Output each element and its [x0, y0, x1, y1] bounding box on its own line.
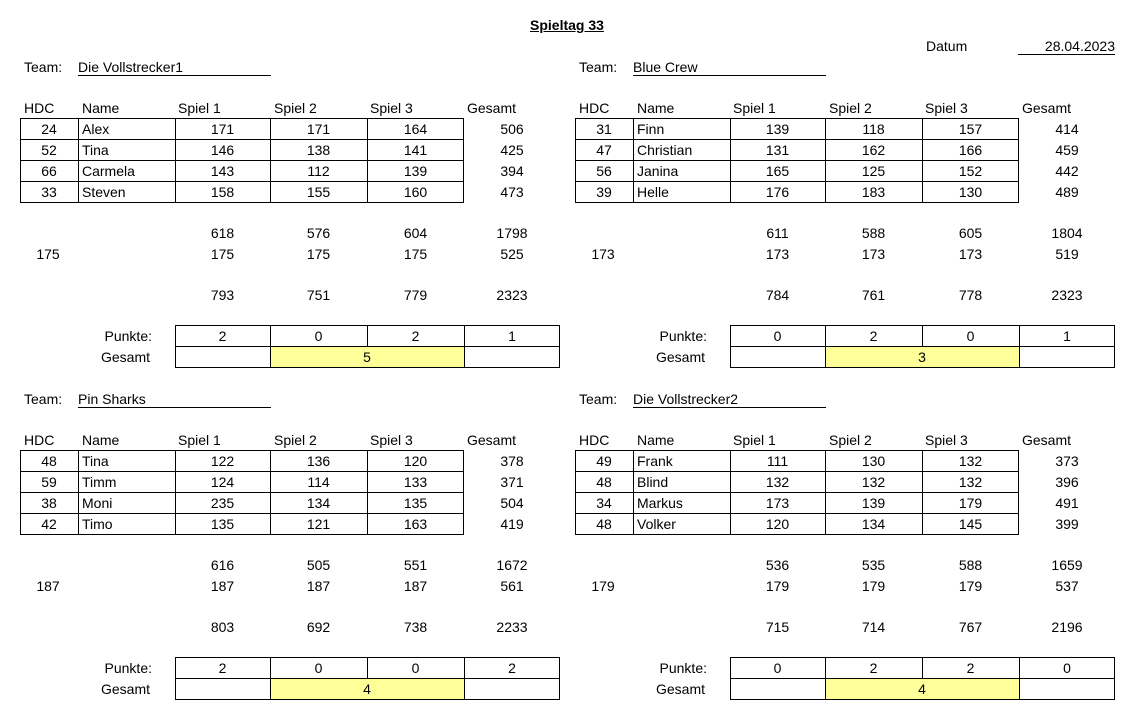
gesamt-label: Gesamt [100, 681, 150, 697]
table-row-line [575, 181, 1019, 182]
table-row-line [20, 181, 464, 182]
sum-spiel-3: 604 [403, 225, 428, 241]
player-hdc: 52 [41, 142, 57, 158]
sum-spiel-2: 505 [306, 557, 331, 573]
player-spiel-3: 164 [403, 121, 428, 137]
header-spiel2: Spiel 2 [274, 100, 317, 116]
sum-total: 1798 [496, 225, 528, 241]
punkte-value: 0 [314, 328, 323, 344]
player-hdc: 38 [41, 495, 57, 511]
player-spiel-3: 132 [958, 474, 983, 490]
final-spiel-3: 778 [958, 287, 983, 303]
sum-spiel-2: 576 [306, 225, 331, 241]
hdc-row-total: 519 [1055, 246, 1079, 262]
player-spiel-3: 152 [958, 163, 983, 179]
player-spiel-2: 112 [307, 163, 330, 179]
gesamt-col-line [464, 678, 465, 699]
player-spiel-2: 136 [306, 453, 331, 469]
punkte-label: Punkte: [104, 660, 152, 676]
table-row-line [20, 513, 464, 514]
player-total: 506 [500, 121, 524, 137]
sum-total: 1804 [1051, 225, 1083, 241]
hdc-row-spiel-2: 187 [306, 578, 331, 594]
header-name: Name [637, 432, 675, 448]
punkte-label: Punkte: [659, 660, 707, 676]
player-hdc: 66 [41, 163, 57, 179]
punkte-value: 2 [966, 660, 975, 676]
player-spiel-3: 163 [403, 516, 428, 532]
team-block [555, 0, 1115, 365]
player-total: 373 [1055, 453, 1079, 469]
sum-spiel-2: 535 [861, 557, 886, 573]
punkte-value: 2 [411, 328, 420, 344]
punkte-value: 2 [869, 660, 878, 676]
player-name: Timo [82, 516, 113, 532]
header-gesamt: Gesamt [467, 100, 517, 116]
hdc-row-total: 537 [1055, 578, 1079, 594]
hdc-row-spiel-3: 179 [958, 578, 983, 594]
table-row-line [575, 513, 1019, 514]
sum-spiel-1: 616 [210, 557, 235, 573]
player-total: 425 [500, 142, 524, 158]
hdc-row-spiel-3: 187 [403, 578, 428, 594]
header-gesamt: Gesamt [467, 432, 517, 448]
gesamt-label: Gesamt [100, 349, 150, 365]
player-spiel-3: 145 [958, 516, 983, 532]
player-spiel-1: 135 [210, 516, 235, 532]
player-spiel-3: 135 [403, 495, 428, 511]
team-block [0, 332, 560, 697]
player-spiel-2: 139 [861, 495, 886, 511]
player-spiel-3: 120 [403, 453, 428, 469]
player-hdc: 59 [41, 474, 57, 490]
player-name: Markus [637, 495, 683, 511]
player-name: Volker [637, 516, 676, 532]
player-total: 414 [1055, 121, 1079, 137]
punkte-value: 0 [773, 328, 782, 344]
player-spiel-1: 158 [210, 184, 235, 200]
header-spiel2: Spiel 2 [274, 432, 317, 448]
player-hdc: 31 [596, 121, 612, 137]
gesamt-value: 4 [363, 681, 371, 697]
header-spiel3: Spiel 3 [370, 432, 413, 448]
final-total: 2323 [1051, 287, 1083, 303]
punkte-value: 1 [1063, 328, 1071, 344]
player-name: Blind [637, 474, 669, 490]
hdc-row-spiel-1: 187 [210, 578, 235, 594]
team-name: Die Vollstrecker2 [633, 391, 826, 408]
header-spiel1: Spiel 1 [733, 432, 776, 448]
team-name: Die Vollstrecker1 [78, 59, 271, 76]
table-row-line [20, 160, 464, 161]
player-spiel-3: 133 [403, 474, 428, 490]
sum-spiel-1: 536 [765, 557, 790, 573]
player-spiel-2: 183 [861, 184, 886, 200]
punkte-label: Punkte: [104, 328, 152, 344]
player-hdc: 34 [596, 495, 612, 511]
header-name: Name [82, 100, 120, 116]
team-hdc-total: 175 [36, 246, 60, 262]
team-block [555, 332, 1115, 697]
player-spiel-2: 134 [861, 516, 886, 532]
team-label: Team: [579, 59, 618, 75]
final-spiel-3: 767 [958, 619, 983, 635]
player-total: 378 [500, 453, 524, 469]
punkte-value: 0 [1063, 660, 1071, 676]
player-name: Timm [82, 474, 117, 490]
gesamt-label: Gesamt [655, 349, 705, 365]
sum-spiel-3: 605 [958, 225, 983, 241]
final-spiel-1: 803 [210, 619, 235, 635]
player-spiel-3: 130 [958, 184, 983, 200]
final-spiel-3: 779 [403, 287, 428, 303]
header-name: Name [637, 100, 675, 116]
final-spiel-2: 714 [861, 619, 886, 635]
player-spiel-1: 165 [765, 163, 790, 179]
player-total: 504 [500, 495, 524, 511]
gesamt-value: 4 [918, 681, 926, 697]
final-spiel-1: 793 [210, 287, 235, 303]
header-spiel3: Spiel 3 [925, 432, 968, 448]
player-total: 459 [1055, 142, 1079, 158]
header-spiel1: Spiel 1 [733, 100, 776, 116]
player-total: 489 [1055, 184, 1079, 200]
final-spiel-3: 738 [403, 619, 428, 635]
sum-spiel-2: 588 [861, 225, 886, 241]
header-spiel2: Spiel 2 [829, 100, 872, 116]
player-spiel-1: 122 [210, 453, 235, 469]
punkte-value: 0 [773, 660, 782, 676]
hdc-row-spiel-2: 179 [861, 578, 886, 594]
player-spiel-3: 157 [958, 121, 983, 137]
player-hdc: 48 [596, 474, 612, 490]
team-block [0, 0, 560, 365]
datum-label: Datum [926, 38, 968, 54]
player-name: Carmela [82, 163, 135, 179]
hdc-row-spiel-3: 175 [403, 246, 428, 262]
player-spiel-2: 171 [306, 121, 331, 137]
player-spiel-2: 114 [307, 474, 330, 490]
player-name: Tina [82, 142, 109, 158]
player-name: Steven [82, 184, 126, 200]
player-spiel-3: 160 [403, 184, 428, 200]
header-spiel3: Spiel 3 [370, 100, 413, 116]
player-spiel-1: 143 [210, 163, 235, 179]
punkte-value: 1 [508, 328, 516, 344]
table-row-line [20, 139, 464, 140]
punkte-value: 0 [314, 660, 323, 676]
sum-spiel-3: 551 [403, 557, 428, 573]
hdc-row-spiel-1: 175 [210, 246, 235, 262]
player-spiel-3: 166 [958, 142, 983, 158]
hdc-row-total: 561 [500, 578, 524, 594]
sum-total: 1672 [496, 557, 528, 573]
player-spiel-3: 141 [403, 142, 428, 158]
player-hdc: 24 [41, 121, 57, 137]
punkte-value: 2 [218, 660, 227, 676]
header-spiel3: Spiel 3 [925, 100, 968, 116]
player-spiel-1: 111 [766, 453, 789, 469]
datum-value: 28.04.2023 [1018, 38, 1115, 55]
hdc-row-spiel-2: 173 [861, 246, 886, 262]
table-row-line [575, 471, 1019, 472]
final-spiel-2: 692 [306, 619, 331, 635]
header-spiel2: Spiel 2 [829, 432, 872, 448]
punkte-row-line [175, 678, 560, 679]
player-spiel-2: 138 [306, 142, 331, 158]
hdc-row-spiel-2: 175 [306, 246, 331, 262]
team-label: Team: [579, 391, 618, 407]
punkte-value: 2 [508, 660, 516, 676]
player-spiel-1: 120 [765, 516, 790, 532]
player-name: Moni [82, 495, 113, 511]
player-hdc: 48 [596, 516, 612, 532]
final-total: 2323 [496, 287, 528, 303]
header-hdc: HDC [579, 432, 610, 448]
gesamt-value: 3 [918, 349, 926, 365]
hdc-row-spiel-1: 173 [765, 246, 790, 262]
player-spiel-3: 179 [958, 495, 983, 511]
player-name: Frank [637, 453, 673, 469]
header-gesamt: Gesamt [1022, 432, 1072, 448]
header-hdc: HDC [579, 100, 610, 116]
player-spiel-2: 118 [862, 121, 885, 137]
team-label: Team: [24, 59, 63, 75]
player-total: 399 [1055, 516, 1079, 532]
hdc-row-spiel-1: 179 [765, 578, 790, 594]
team-name: Pin Sharks [78, 391, 271, 408]
table-row-line [575, 139, 1019, 140]
player-hdc: 42 [41, 516, 57, 532]
player-spiel-1: 235 [210, 495, 235, 511]
table-row-line [575, 160, 1019, 161]
player-spiel-2: 162 [861, 142, 886, 158]
sum-spiel-1: 611 [766, 225, 789, 241]
gesamt-col-line [1019, 678, 1020, 699]
team-hdc-total: 187 [36, 578, 60, 594]
header-hdc: HDC [24, 100, 55, 116]
header-spiel1: Spiel 1 [178, 432, 221, 448]
gesamt-value: 5 [363, 349, 371, 365]
punkte-value: 2 [869, 328, 878, 344]
player-hdc: 47 [596, 142, 612, 158]
player-spiel-1: 176 [765, 184, 790, 200]
gesamt-label: Gesamt [655, 681, 705, 697]
player-total: 396 [1055, 474, 1079, 490]
player-spiel-2: 130 [861, 453, 886, 469]
sum-total: 1659 [1051, 557, 1083, 573]
punkte-value: 2 [218, 328, 227, 344]
team-name: Blue Crew [633, 59, 826, 76]
player-name: Christian [637, 142, 693, 158]
player-spiel-2: 134 [306, 495, 331, 511]
player-spiel-1: 131 [765, 142, 790, 158]
punkte-value: 0 [966, 328, 975, 344]
final-total: 2196 [1051, 619, 1083, 635]
punkte-row-line [730, 678, 1115, 679]
player-name: Tina [82, 453, 109, 469]
team-hdc-total: 173 [591, 246, 615, 262]
final-spiel-1: 715 [765, 619, 790, 635]
player-hdc: 48 [41, 453, 57, 469]
hdc-row-total: 525 [500, 246, 524, 262]
player-hdc: 49 [596, 453, 612, 469]
player-total: 371 [500, 474, 524, 490]
player-total: 442 [1055, 163, 1079, 179]
table-row-line [20, 471, 464, 472]
final-spiel-2: 761 [861, 287, 886, 303]
player-total: 491 [1055, 495, 1079, 511]
header-spiel1: Spiel 1 [178, 100, 221, 116]
team-label: Team: [24, 391, 63, 407]
hdc-row-spiel-3: 173 [958, 246, 983, 262]
player-hdc: 56 [596, 163, 612, 179]
player-spiel-2: 121 [306, 516, 331, 532]
player-spiel-1: 139 [765, 121, 790, 137]
page-title: Spieltag 33 [530, 17, 604, 33]
team-hdc-total: 179 [591, 578, 615, 594]
player-spiel-1: 171 [210, 121, 235, 137]
player-total: 419 [500, 516, 524, 532]
punkte-value: 0 [411, 660, 420, 676]
player-spiel-2: 125 [861, 163, 886, 179]
player-total: 394 [500, 163, 524, 179]
player-hdc: 33 [41, 184, 57, 200]
player-spiel-1: 124 [210, 474, 235, 490]
header-name: Name [82, 432, 120, 448]
player-name: Finn [637, 121, 665, 137]
final-total: 2233 [496, 619, 528, 635]
player-name: Alex [82, 121, 110, 137]
final-spiel-2: 751 [306, 287, 331, 303]
player-hdc: 39 [596, 184, 612, 200]
player-spiel-1: 132 [765, 474, 790, 490]
player-spiel-2: 132 [861, 474, 886, 490]
header-gesamt: Gesamt [1022, 100, 1072, 116]
player-name: Janina [637, 163, 679, 179]
player-spiel-1: 146 [210, 142, 235, 158]
header-hdc: HDC [24, 432, 55, 448]
player-spiel-1: 173 [765, 495, 790, 511]
punkte-label: Punkte: [659, 328, 707, 344]
table-row-line [20, 492, 464, 493]
table-row-line [575, 492, 1019, 493]
final-spiel-1: 784 [765, 287, 790, 303]
player-spiel-3: 139 [403, 163, 428, 179]
player-spiel-2: 155 [306, 184, 331, 200]
player-total: 473 [500, 184, 524, 200]
sum-spiel-3: 588 [958, 557, 983, 573]
player-spiel-3: 132 [958, 453, 983, 469]
sum-spiel-1: 618 [210, 225, 235, 241]
player-name: Helle [637, 184, 669, 200]
